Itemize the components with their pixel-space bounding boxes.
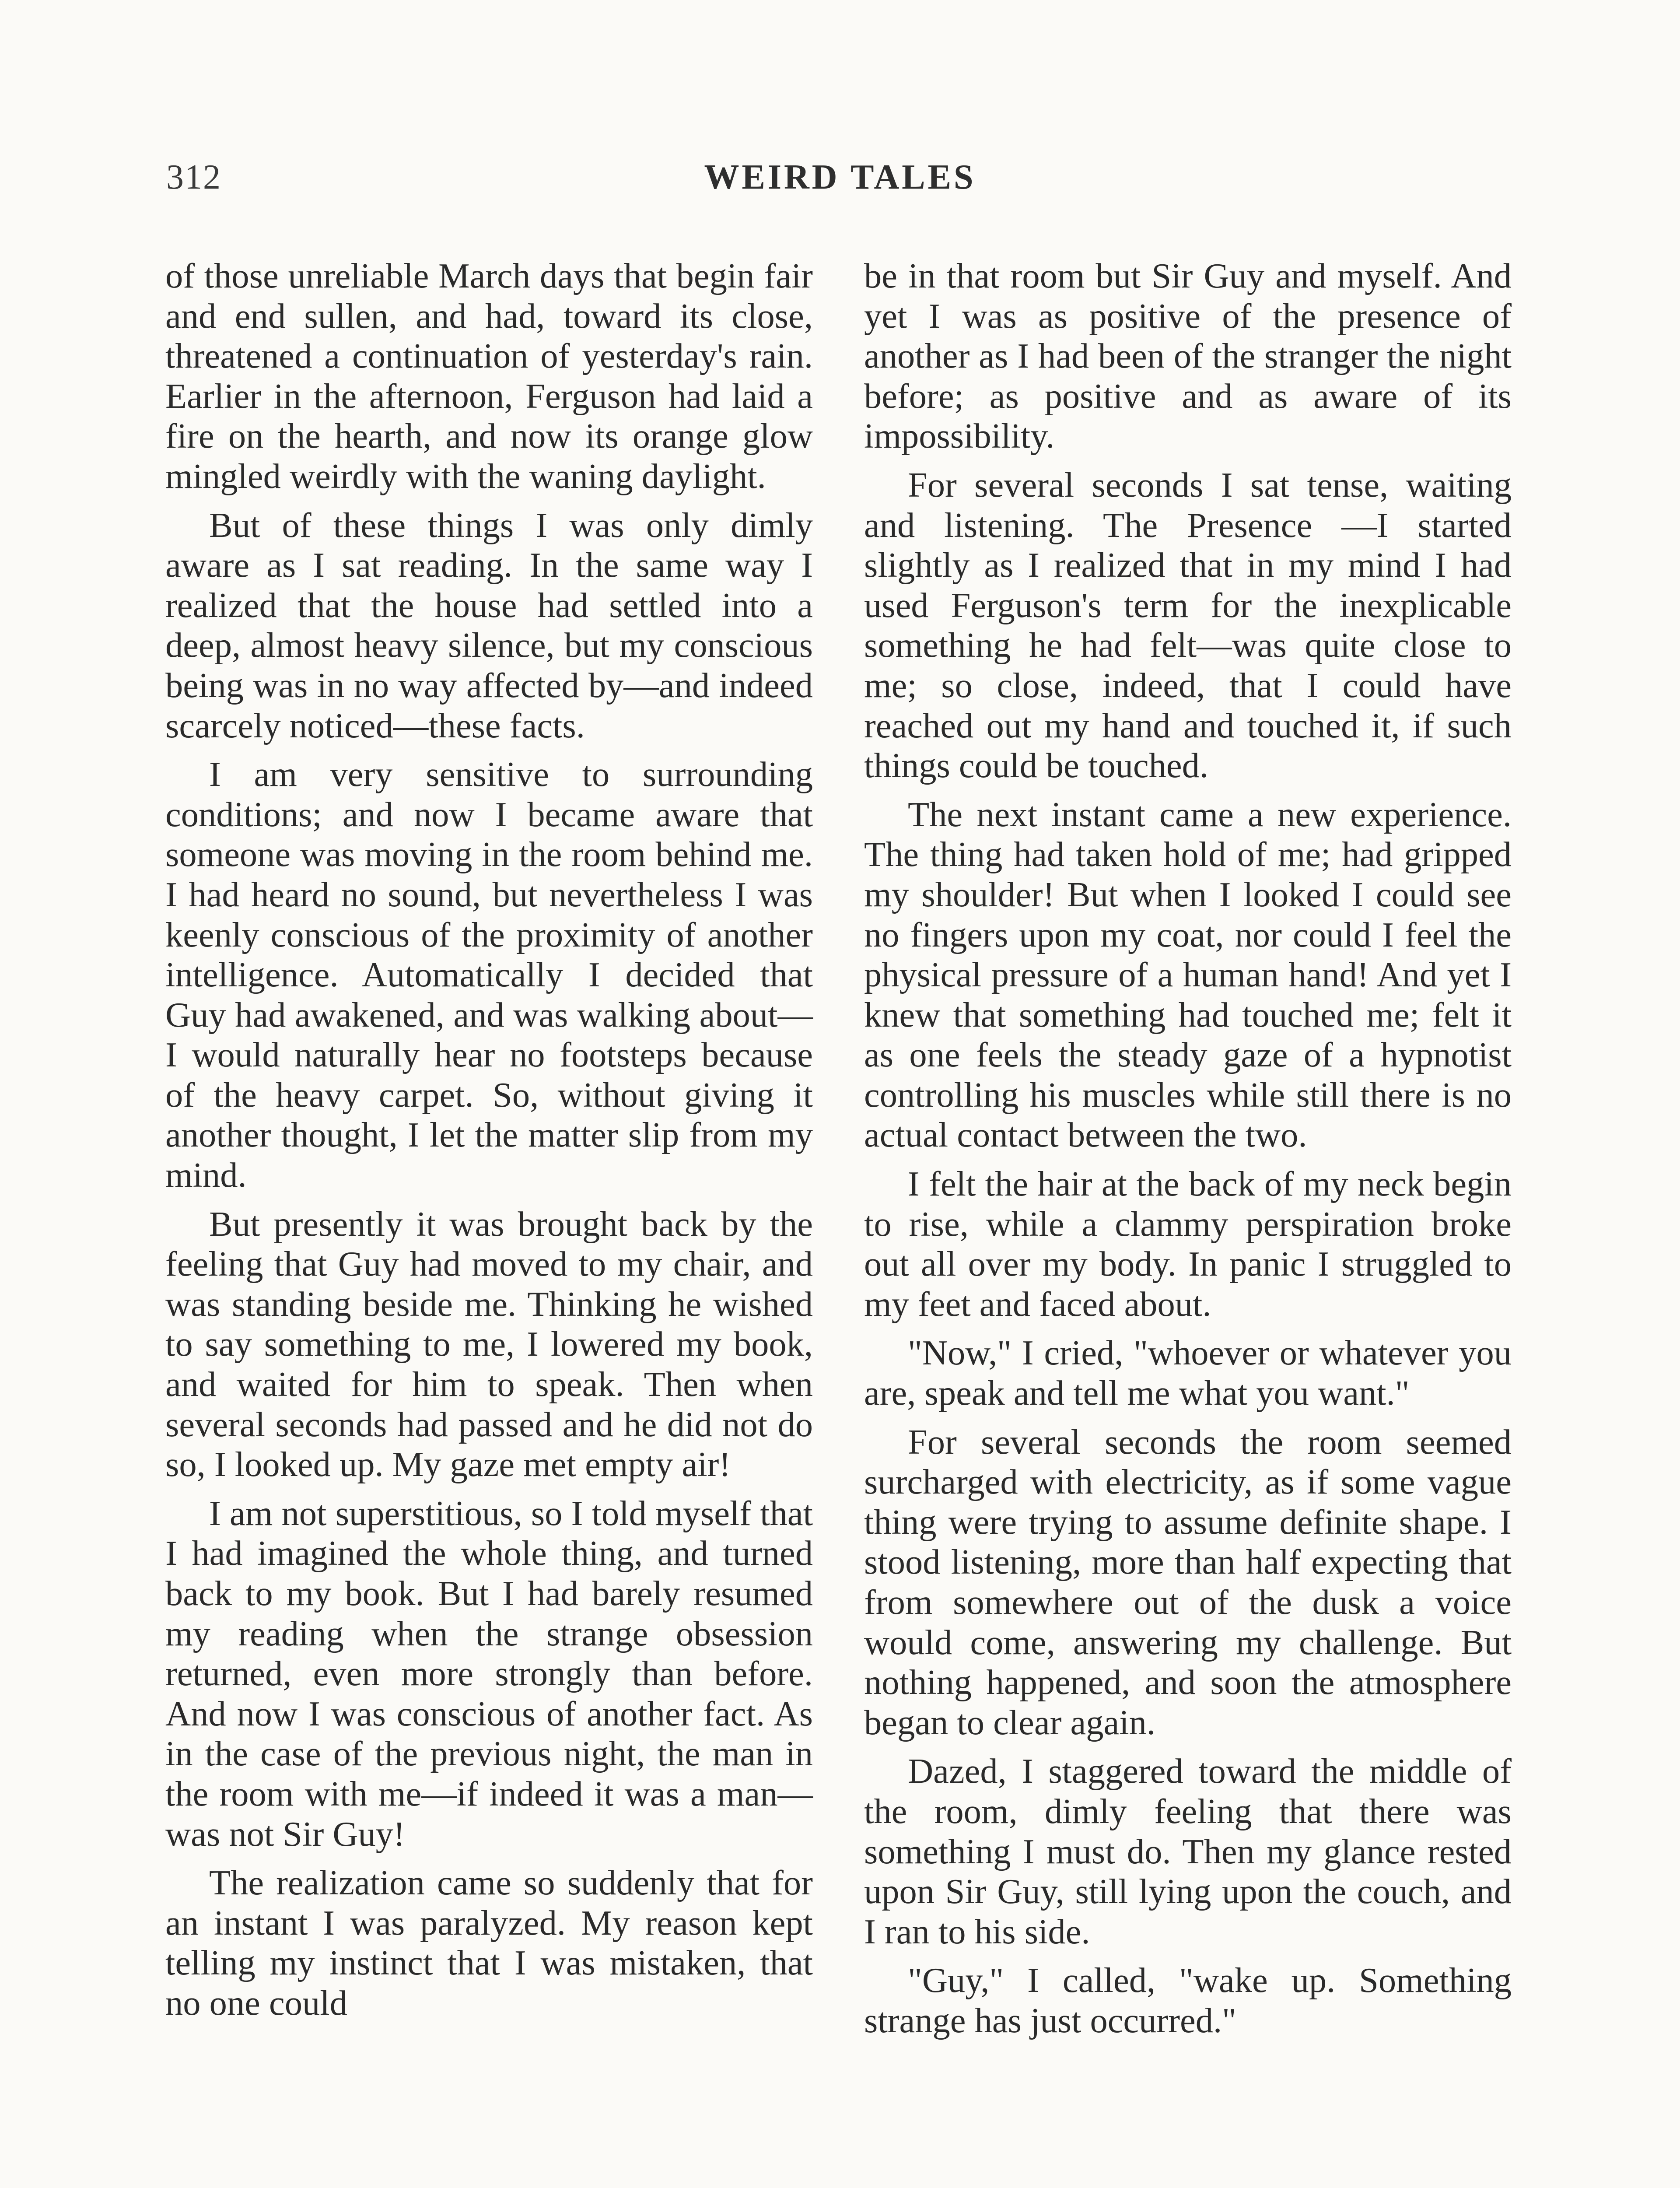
left-column: [165, 256, 813, 2032]
paragraph: I am very sensitive to surrounding conditions; and now I became aware that someone was moving in the room behind me. I had heard no sound, but nevertheless I was keenly conscious of the proximity of another intelligence. Automatically I decided that Guy had awakened, and was walking about—I would naturally hear no footsteps because of the heavy carpet. So, without giving it another thought, I let the matter slip from my mind.: [165, 755, 813, 1195]
paragraph: "Now," I cried, "whoever or whatever you are, speak and tell me what you want.": [864, 1333, 1512, 1413]
running-head: WEIRD TALES: [704, 158, 976, 196]
paragraph: "Guy," I called, "wake up. Something strange has just occurred.": [864, 1961, 1512, 2040]
page-header: [166, 158, 1514, 210]
paragraph: For several seconds I sat tense, waiting and listening. The Presence —I started slightly as I realized that in my mind I had used Ferguson's term for the inexplicable something he had felt—was quite close to me; so close, indeed, that I could have reached out my hand and touched it, if such things could be touched.: [864, 465, 1512, 785]
paragraph: of those unreliable March days that begin fair and end sullen, and had, toward its close, threatened a continuation of yesterday's rain. Earlier in the afternoon, Ferguson had laid a fire on the hearth, and now its orange glow mingled weirdly with the waning daylight.: [165, 256, 813, 496]
paragraph: I felt the hair at the back of my neck begin to rise, while a clammy perspiration broke out all over my body. In panic I struggled to my feet and faced about.: [864, 1164, 1512, 1324]
page-number: 312: [166, 158, 221, 196]
paragraph: But presently it was brought back by the feeling that Guy had moved to my chair, and was standing beside me. Thinking he wished to say something to me, I lowered my book, and waited for him to speak. Then when several seconds had passed and he did not do so, I looked up. My gaze met empty air!: [165, 1204, 813, 1484]
paragraph: Dazed, I staggered toward the middle of the room, dimly feeling that there was something I must do. Then my glance rested upon Sir Guy, still lying upon the couch, and I ran to his side.: [864, 1752, 1512, 1951]
right-column: [864, 256, 1512, 2050]
paragraph: For several seconds the room seemed surcharged with electricity, as if some vague thing were trying to assume definite shape. I stood listening, more than half expecting that from somewhere out of the dusk a voice would come, answering my challenge. But nothing happened, and soon the atmosphere began to clear again.: [864, 1422, 1512, 1742]
paragraph: The next instant came a new experience. The thing had taken hold of me; had gripped my shoulder! But when I looked I could see no fingers upon my coat, nor could I feel the physical pressure of a human hand! And yet I knew that something had touched me; felt it as one feels the steady gaze of a hypnotist controlling his muscles while still there is no actual contact between the two.: [864, 795, 1512, 1155]
paragraph: I am not superstitious, so I told myself that I had imagined the whole thing, and turned back to my book. But I had barely resumed my reading when the strange obsession returned, even more strongly than before. And now I was conscious of another fact. As in the case of the previous night, the man in the room with me—if indeed it was a man—was not Sir Guy!: [165, 1494, 813, 1854]
paragraph: The realization came so suddenly that for an instant I was paralyzed. My reason kept telling my instinct that I was mistaken, that no one could: [165, 1863, 813, 2023]
paragraph: But of these things I was only dimly aware as I sat reading. In the same way I realized that the house had settled into a deep, almost heavy silence, but my conscious being was in no way affected by—and indeed scarcely noticed—these facts.: [165, 505, 813, 745]
paragraph: be in that room but Sir Guy and myself. And yet I was as positive of the presence of another as I had been of the stranger the night before; as positive and as aware of its impossibility.: [864, 256, 1512, 456]
